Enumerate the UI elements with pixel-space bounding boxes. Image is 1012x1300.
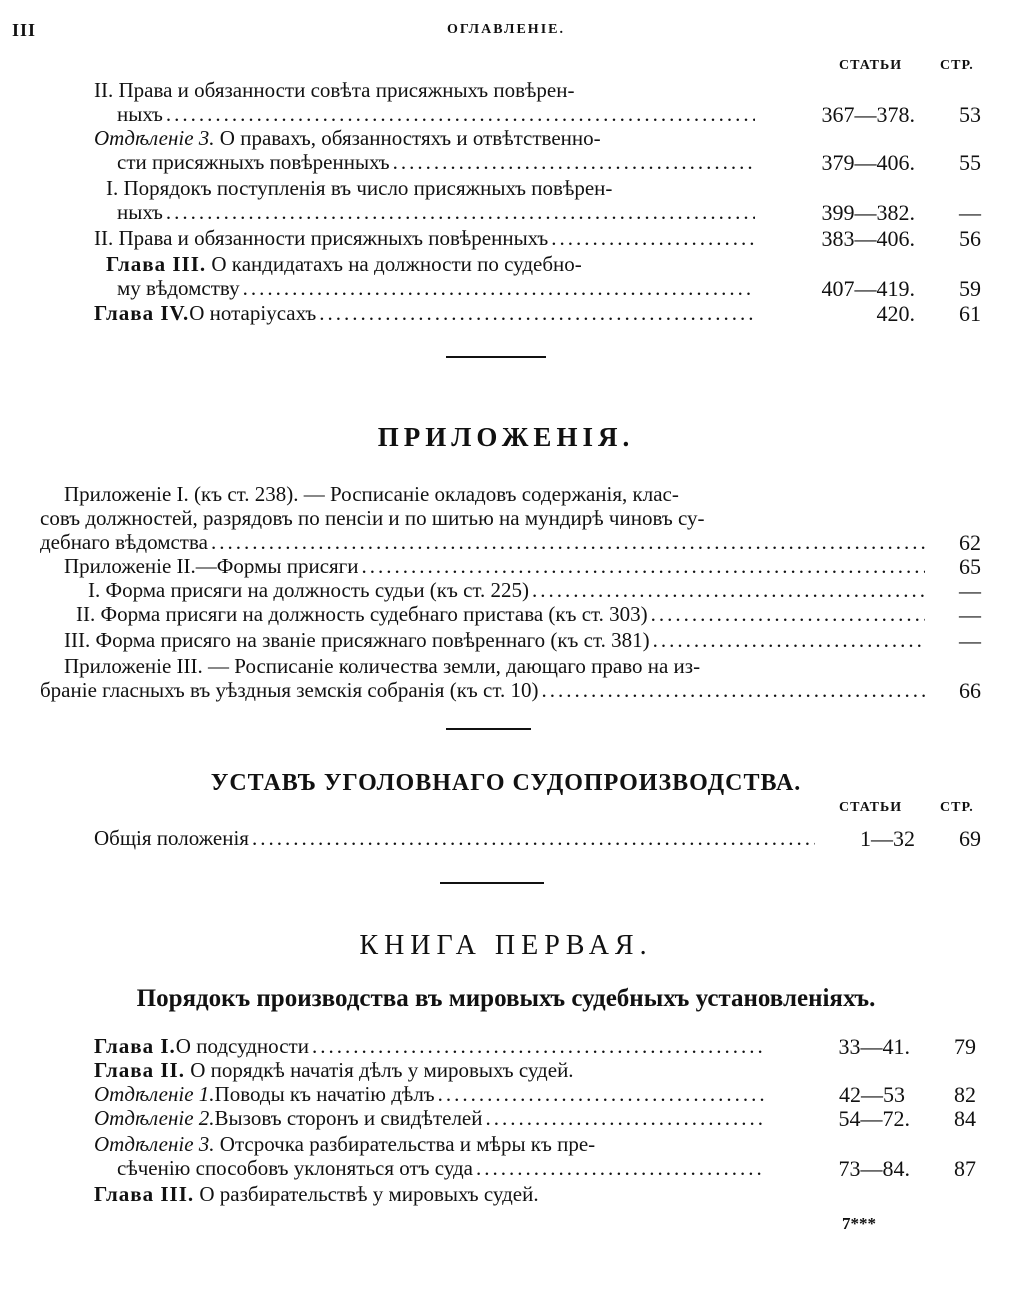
toc-entry-line: I. Порядокъ поступленія въ число присяжныхъ повѣрен- [106,176,613,200]
toc-entry-text: ныхъ [117,102,163,126]
chapter-label: Глава III. [106,252,207,276]
toc-entry-text: Приложеніе II.—Формы присяги [64,554,359,578]
toc-entry-text: дебнаго вѣдомства [40,530,208,554]
toc-entry [117,150,755,174]
chapter-label: Глава II. [94,1058,185,1082]
page-ref: — [959,602,981,627]
leader-dots [532,578,925,602]
page-ref: 69 [959,826,981,851]
toc-entry-text: II. Права и обязанности присяжныхъ повѣренныхъ [94,226,549,250]
page-number: III [12,20,37,40]
running-title: ОГЛАВЛЕНІЕ. [447,22,565,37]
page-ref: 87 [954,1156,976,1181]
toc-entry [94,1106,765,1130]
toc-entry-line [94,1132,595,1156]
toc-entry-text: му вѣдомству [117,276,240,300]
toc-entry-text: Общія положенія [94,826,249,850]
toc-entry-line [94,1182,539,1206]
leader-dots [362,554,925,578]
page-ref: 62 [959,530,981,555]
page-ref: 66 [959,678,981,703]
toc-entry-line: совъ должностей, разрядовъ по пенсіи и по шитью на мундирѣ чиновъ су- [40,506,705,530]
toc-entry-text: О правахъ, обязанностяхъ и отвѣтственно- [214,126,601,150]
divider [446,356,546,358]
section-title-statute: УСТАВЪ УГОЛОВНАГО СУДОПРОИЗВОДСТВА. [210,770,802,796]
toc-entry-line: Приложеніе III. — Росписаніе количества земли, дающаго право на из- [64,654,701,678]
chapter-label: Глава III. [94,1182,195,1206]
toc-entry-text: I. Форма присяги на должность судьи (къ ст. 225) [88,578,530,602]
toc-entry [64,554,925,578]
article-range: 407—419. [821,276,915,301]
page-ref: 56 [959,226,981,251]
page-ref: — [959,628,981,653]
divider [446,728,531,730]
page-ref: — [959,200,981,225]
leader-dots [166,102,755,126]
article-range: 420. [876,301,915,326]
toc-entry-text: сѣченію способовъ уклоняться отъ суда [117,1156,474,1180]
toc-entry [117,102,755,126]
toc-entry [94,1082,765,1106]
leader-dots [653,628,925,652]
toc-entry-line [94,1058,574,1082]
toc-entry-text: браніе гласныхъ въ уѣздныя земскія собранія (къ ст. 10) [40,678,539,702]
toc-entry [94,226,755,250]
leader-dots [393,150,755,174]
toc-entry-text: Отсрочка разбирательства и мѣры къ пре- [214,1132,596,1156]
page-ref: — [959,578,981,603]
divider [440,882,544,884]
toc-entry [64,628,925,652]
leader-dots [476,1156,765,1180]
toc-entry-text: ныхъ [117,200,163,224]
toc-entry-text: Поводы къ начатію дѣлъ [214,1082,435,1106]
toc-entry-line [94,126,601,150]
section-subtitle: Порядокъ производства въ мировыхъ судебныхъ установленіяхъ. [136,985,876,1012]
article-range: 33—41. [838,1034,910,1059]
toc-entry-line: Приложеніе I. (къ ст. 238). — Росписаніе окладовъ содержанія, клас- [64,482,679,506]
toc-entry [94,301,755,325]
toc-entry [117,1156,765,1180]
toc-entry-text: III. Форма присяго на званіе присяжнаго повѣреннаго (къ ст. 381) [64,628,650,652]
toc-entry [88,578,925,602]
leader-dots [252,826,815,850]
article-range: 73—84. [838,1156,910,1181]
page-ref: 79 [954,1034,976,1059]
leader-dots [166,200,755,224]
toc-entry [117,200,755,224]
section-label: Отдѣленіе 3. [94,126,215,150]
article-range: 399—382. [821,200,915,225]
section-title-appendices: ПРИЛОЖЕНІЯ. [377,422,635,452]
chapter-label: Глава IV. [94,301,190,325]
toc-entry-line [106,252,582,276]
leader-dots [438,1082,765,1106]
page-ref: 65 [959,554,981,579]
toc-entry-line: II. Права и обязанности совѣта присяжныхъ повѣрен- [94,78,575,102]
toc-entry-text: О подсудности [175,1034,309,1058]
leader-dots [312,1034,765,1058]
column-header-page: СТР. [940,800,974,815]
toc-entry [94,1034,765,1058]
toc-entry [117,276,755,300]
page-ref: 53 [959,102,981,127]
section-label: Отдѣленіе 3. [94,1132,215,1156]
toc-entry-text: О порядкѣ начатія дѣлъ у мировыхъ судей. [184,1058,574,1082]
toc-entry-text: II. Форма присяги на должность судебнаго пристава (къ ст. 303) [76,602,648,626]
article-range: 1—32 [860,826,915,851]
leader-dots [541,678,925,702]
section-label: Отдѣленіе 2. [94,1106,215,1130]
toc-entry-text: О нотаріусахъ [189,301,317,325]
section-label: Отдѣленіе 1. [94,1082,215,1106]
article-range: 42—53 [839,1082,905,1107]
column-header-articles: СТАТЬИ [839,58,903,73]
column-header-page: СТР. [940,58,974,73]
article-range: 383—406. [821,226,915,251]
leader-dots [651,602,925,626]
toc-entry [94,826,815,850]
toc-entry-text: О разбирательствѣ у мировыхъ судей. [194,1182,539,1206]
leader-dots [319,301,755,325]
page-ref: 84 [954,1106,976,1131]
toc-entry [40,678,925,702]
toc-entry [40,530,925,554]
article-range: 379—406. [821,150,915,175]
toc-entry [76,602,925,626]
leader-dots [551,226,755,250]
page-ref: 59 [959,276,981,301]
section-title-book: КНИГА ПЕРВАЯ. [359,930,653,961]
article-range: 54—72. [838,1106,910,1131]
leader-dots [243,276,755,300]
signature-mark: 7*** [842,1214,876,1233]
leader-dots [486,1106,766,1130]
toc-entry-text: О кандидатахъ на должности по судебно- [206,252,582,276]
page-ref: 61 [959,301,981,326]
page-ref: 55 [959,150,981,175]
toc-entry-text: Вызовъ сторонъ и свидѣтелей [214,1106,483,1130]
article-range: 367—378. [821,102,915,127]
page-ref: 82 [954,1082,976,1107]
toc-entry-text: сти присяжныхъ повѣренныхъ [117,150,390,174]
column-header-articles: СТАТЬИ [839,800,903,815]
leader-dots [211,530,925,554]
chapter-label: Глава I. [94,1034,176,1058]
